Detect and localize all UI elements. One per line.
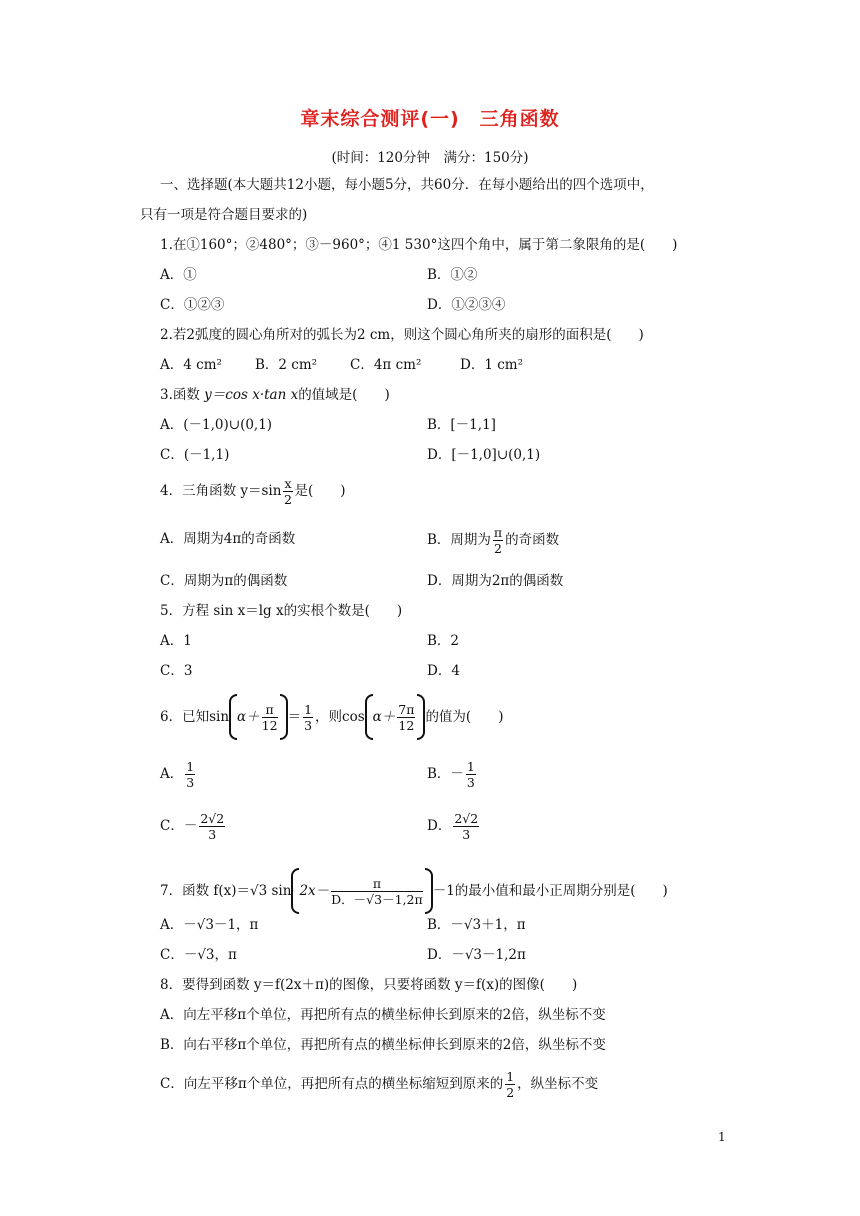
left-bracket	[365, 694, 373, 740]
fraction-denominator: 3	[186, 775, 195, 790]
question-6-option-c	[160, 808, 227, 844]
fraction-numerator: 1	[186, 759, 195, 774]
question-6-mid: ，则cos	[315, 709, 365, 725]
question-6-pre: 6．已知sin	[160, 709, 230, 725]
question-7-option-a: A．－√3－1，π	[160, 917, 259, 933]
question-3-stem-pre: 3.函数	[160, 387, 205, 403]
fraction-7pi-over-12	[397, 702, 415, 733]
fraction-pi-over-2	[493, 525, 503, 556]
question-5-option-d: D．4	[427, 663, 460, 679]
right-bracket	[417, 694, 425, 740]
section-heading-line2: 只有一项是符合题目要求的)	[140, 207, 308, 223]
page-title: 章末综合测评(一) 三角函数	[300, 108, 560, 130]
fraction-numerator: 7π	[398, 701, 415, 717]
question-4-option-c: C．周期为π的偶函数	[160, 573, 288, 589]
question-6-option-d	[427, 808, 481, 844]
question-5-option-a: A．1	[160, 633, 192, 649]
option-fraction	[185, 759, 195, 790]
question-3-option-d: D．[－1,0]∪(0,1)	[427, 447, 541, 463]
question-7-option-d: D．－√3－1,2π	[427, 947, 526, 963]
question-2-option-a: A．4 cm²	[160, 357, 222, 373]
fraction-x-over-2	[283, 476, 292, 507]
section-heading-line1: 一、选择题(本大题共12小题，每小题5分，共60分．在每小题给出的四个选项中，	[160, 177, 654, 193]
question-4-option-b-pre: B．周期为	[427, 532, 491, 548]
question-7-option-b: B．－√3＋1，π	[427, 917, 526, 933]
question-7-stem	[160, 866, 668, 916]
question-5-stem: 5．方程 sin x＝lg x的实根个数是( )	[160, 603, 403, 619]
question-8-option-c	[160, 1066, 598, 1102]
option-label: A．	[160, 766, 184, 782]
option-label: B．－	[427, 766, 464, 782]
question-3-stem-post: 的值域是( )	[298, 387, 390, 403]
question-8-option-c-pre: C．向左平移π个单位，再把所有点的横坐标缩短到原来的	[160, 1076, 504, 1092]
fraction-numerator: π	[262, 702, 278, 718]
option-label: D．	[427, 818, 452, 834]
left-bracket	[229, 694, 237, 740]
fraction-denominator: 2	[506, 1085, 515, 1100]
question-4-option-a: A．周期为4π的奇函数	[160, 531, 296, 547]
question-8-option-c-post: ，纵坐标不变	[517, 1076, 599, 1092]
question-6-option-a	[160, 756, 197, 792]
question-4-option-b	[427, 522, 559, 558]
right-bracket	[280, 694, 288, 740]
question-1-option-b: B．①②	[427, 267, 478, 283]
question-8-stem: 8．要得到函数 y＝f(2x＋π)的图像，只要将函数 y＝f(x)的图像( )	[160, 977, 578, 993]
question-4-stem-pre: 4．三角函数 y＝sin	[160, 483, 282, 499]
question-2-option-c: C．4π cm²	[350, 357, 422, 373]
question-3-function: y＝cos x·tan x	[204, 387, 299, 403]
question-2-stem: 2.若2弧度的圆心角所对的弧长为2 cm，则这个圆心角所夹的扇形的面积是( )	[160, 327, 644, 343]
fraction-numerator: 1	[506, 1069, 515, 1084]
option-fraction	[453, 811, 479, 842]
fraction-1-over-3	[303, 702, 313, 733]
equals-sign: ＝	[287, 709, 302, 725]
question-8-option-b: B．向右平移π个单位，再把所有点的横坐标伸长到原来的2倍，纵坐标不变	[160, 1037, 606, 1053]
question-7-post: －1的最小值和最小正周期分别是( )	[432, 883, 668, 899]
option-label: C．－	[160, 818, 198, 834]
question-1-option-d: D．①②③④	[427, 297, 506, 313]
question-6-inner-1: α＋	[237, 709, 260, 725]
fraction-denominator: 3	[304, 717, 313, 733]
question-3-option-a: A．(－1,0)∪(0,1)	[160, 417, 273, 433]
fraction-numerator: 1	[466, 759, 475, 774]
fraction-denominator: 12	[261, 717, 278, 733]
fraction-denominator: 3	[466, 775, 475, 790]
question-7-option-c: C．－√3，π	[160, 947, 237, 963]
question-3-option-c: C．(－1,1)	[160, 447, 230, 463]
question-4-option-d: D．周期为2π的偶函数	[427, 573, 564, 589]
fraction-numerator: 2√2	[454, 811, 479, 826]
fraction-pi-over-6	[331, 876, 423, 907]
exam-info: (时间：120分钟 满分：150分)	[331, 150, 529, 166]
fraction-denominator: 3	[462, 827, 471, 842]
fraction-pi-over-12	[262, 702, 278, 733]
question-8-option-a: A．向左平移π个单位，再把所有点的横坐标伸长到原来的2倍，纵坐标不变	[160, 1007, 606, 1023]
question-2-option-b: B．2 cm²	[255, 357, 318, 373]
fraction-denominator: 3	[208, 827, 217, 842]
question-1-option-c: C．①②③	[160, 297, 225, 313]
fraction-numerator: 1	[304, 701, 313, 717]
question-1-stem: 1.在①160°；②480°；③－960°；④1 530°这四个角中，属于第二象限角的是( )	[160, 237, 678, 253]
question-6-inner-2: α＋	[372, 709, 396, 725]
fraction-denominator: 12	[398, 717, 415, 733]
fraction-1-over-2	[505, 1069, 515, 1100]
fraction-numerator: π	[331, 876, 423, 892]
question-7-pre: 7．函数 f(x)＝√3 sin	[160, 883, 292, 899]
fraction-denominator: 2	[494, 541, 502, 556]
question-4-stem-post: 是( )	[294, 483, 346, 499]
question-6-stem	[160, 692, 503, 742]
question-5-option-c: C．3	[160, 663, 193, 679]
fraction-denominator: 2	[284, 492, 292, 507]
question-5-option-b: B．2	[427, 633, 460, 649]
fraction-numerator: x	[284, 476, 292, 491]
question-4-stem	[160, 473, 346, 509]
question-3-stem	[160, 386, 390, 404]
right-bracket	[425, 868, 433, 914]
question-6-option-b	[427, 756, 478, 792]
question-6-post: 的值为( )	[425, 709, 504, 725]
option-fraction	[199, 811, 225, 842]
question-4-option-b-post: 的奇函数	[505, 532, 560, 548]
question-7-inner: 2x－	[299, 883, 330, 899]
question-2-option-d: D．1 cm²	[460, 357, 523, 373]
option-fraction	[466, 759, 476, 790]
fraction-numerator: π	[493, 525, 503, 540]
question-3-option-b: B．[－1,1]	[427, 417, 496, 433]
question-1-option-a: A．①	[160, 267, 197, 283]
page-number: 1	[718, 1130, 726, 1144]
fraction-denominator: D．－√3－1,2π	[331, 891, 423, 907]
fraction-numerator: 2√2	[200, 811, 225, 826]
